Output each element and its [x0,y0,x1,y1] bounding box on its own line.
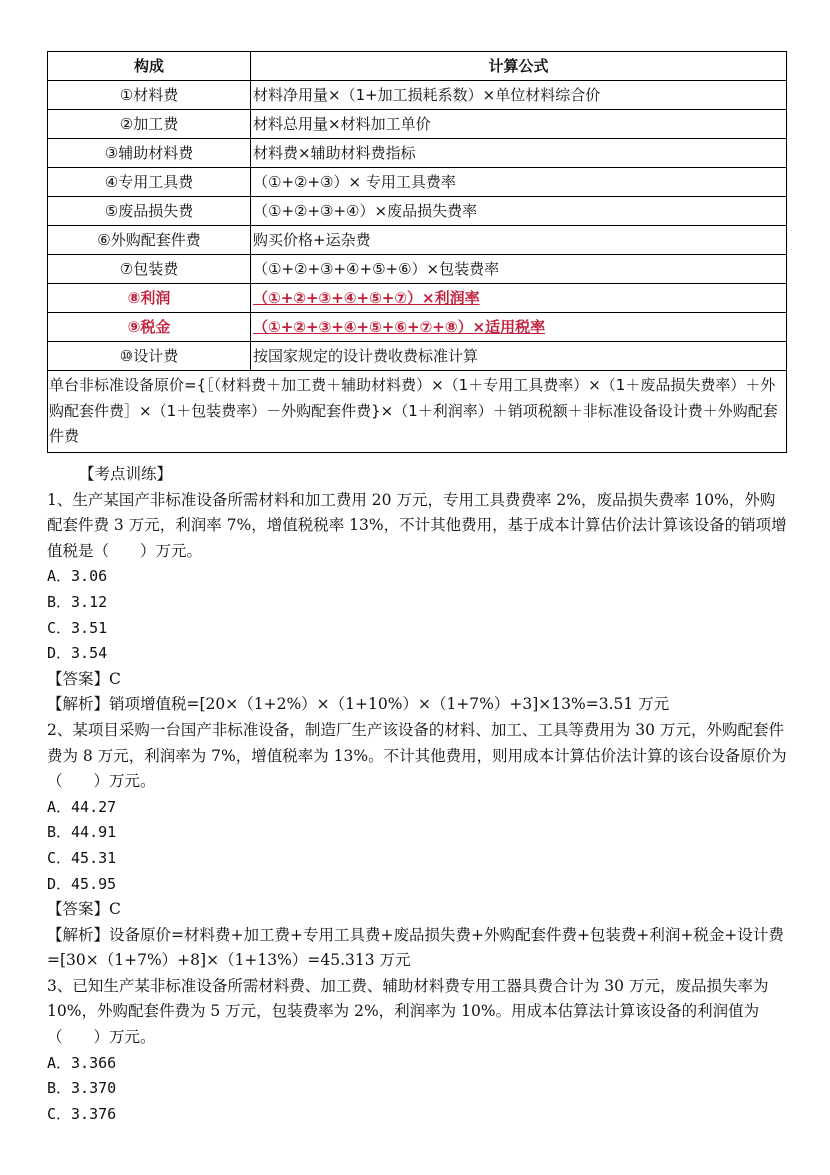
option-a: A．3.06 [47,567,108,586]
question-1-stem: 1、生产某国产非标准设备所需材料和加工费用 20 万元，专用工具费费率 2%，废品损失费率 10%，外购配套件费 3 万元，利润率 7%，增值税税率 13%，不计其他费用，基于成本计算估价法计算该设备的销项增值税是（ ）万元。 [47,490,787,560]
option-c: C．3.376 [47,1104,117,1123]
header-composition: 构成 [48,52,251,81]
row-formula: 材料总用量×材料加工单价 [251,110,787,139]
row-name: ①材料费 [48,81,251,110]
highlight-formula: （①+②+③+④+⑤+⑥+⑦+⑧）×适用税率 [253,318,546,336]
table-row [48,197,787,226]
option-d: D．3.54 [47,644,108,663]
table-summary-row [48,371,787,453]
option-c: C．3.51 [47,618,108,637]
section-heading: 【考点训练】 [79,465,173,483]
highlight-name: ⑨税金 [127,318,171,336]
question-1-analysis: 【解析】销项增值税=[20×（1+2%）×（1+10%）×（1+7%）+3]×13%=3.51 万元 [47,695,670,714]
option-b: B．3.370 [47,1079,117,1098]
row-formula: （①+②+③）× 专用工具费率 [251,168,787,197]
table-row [48,139,787,168]
option-d: D．45.95 [47,874,117,893]
option-b: B．44.91 [47,823,117,842]
row-name [48,284,251,313]
table-row [48,81,787,110]
row-formula: 购买价格+运杂费 [251,226,787,255]
row-formula: 按国家规定的设计费收费标准计算 [251,342,787,371]
question-2-answer: 【答案】C [47,900,121,919]
row-formula: 材料费×辅助材料费指标 [251,139,787,168]
table-header-row [48,52,787,81]
table-row [48,168,787,197]
table-row [48,226,787,255]
highlight-name: ⑧利润 [127,289,171,307]
question-1-answer: 【答案】C [47,669,121,688]
row-name: ⑦包装费 [48,255,251,284]
highlight-formula: （①+②+③+④+⑤+⑦）×利润率 [253,289,480,307]
row-formula: （①+②+③+④）×废品损失费率 [251,197,787,226]
row-name: ③辅助材料费 [48,139,251,168]
row-formula: 材料净用量×（1+加工损耗系数）×单位材料综合价 [251,81,787,110]
question-2-analysis: 【解析】设备原价=材料费+加工费+专用工具费+废品损失费+外购配套件费+包装费+利润+税金+设计费=[30×（1+7%）+8]×（1+13%）=45.313 万元 [47,925,784,970]
row-name: ④专用工具费 [48,168,251,197]
row-name: ②加工费 [48,110,251,139]
option-b: B．3.12 [47,592,108,611]
table-row [48,255,787,284]
training-section [47,462,787,1127]
cost-formula-table [47,51,787,453]
table-row-highlighted [48,313,787,342]
table-row [48,110,787,139]
option-a: A．44.27 [47,797,117,816]
row-formula [251,313,787,342]
option-a: A．3.366 [47,1053,117,1072]
row-name: ⑩设计费 [48,342,251,371]
table-row-highlighted [48,284,787,313]
summary-formula: 单台非标准设备原价={［（材料费＋加工费＋辅助材料费）×（1＋专用工具费率）×（1＋废品损失费率）＋外购配套件费］×（1＋包装费率）－外购配套件费}×（1＋利润率）＋销项税额＋非标准设备设计费＋外购配套件费 [48,371,787,453]
option-c: C．45.31 [47,848,117,867]
table-row [48,342,787,371]
row-name: ⑥外购配套件费 [48,226,251,255]
question-2-stem: 2、某项目采购一台国产非标准设备，制造厂生产该设备的材料、加工、工具等费用为 30 万元，外购配套件费为 8 万元，利润率为 7%，增值税率为 13%。不计其他费用，则用成本计算估价法计算的该台设备原价为（ ）万元。 [47,720,787,791]
row-name: ⑤废品损失费 [48,197,251,226]
row-formula [251,284,787,313]
question-3-stem: 3、已知生产某非标准设备所需材料费、加工费、辅助材料费专用工器具费合计为 30 万元，废品损失率为 10%，外购配套件费为 5 万元，包装费率为 2%，利润率为 10%。用成本估算法计算该设备的利润值为（ ）万元。 [47,976,769,1047]
row-name [48,313,251,342]
header-formula: 计算公式 [251,52,787,81]
row-formula: （①+②+③+④+⑤+⑥）×包装费率 [251,255,787,284]
